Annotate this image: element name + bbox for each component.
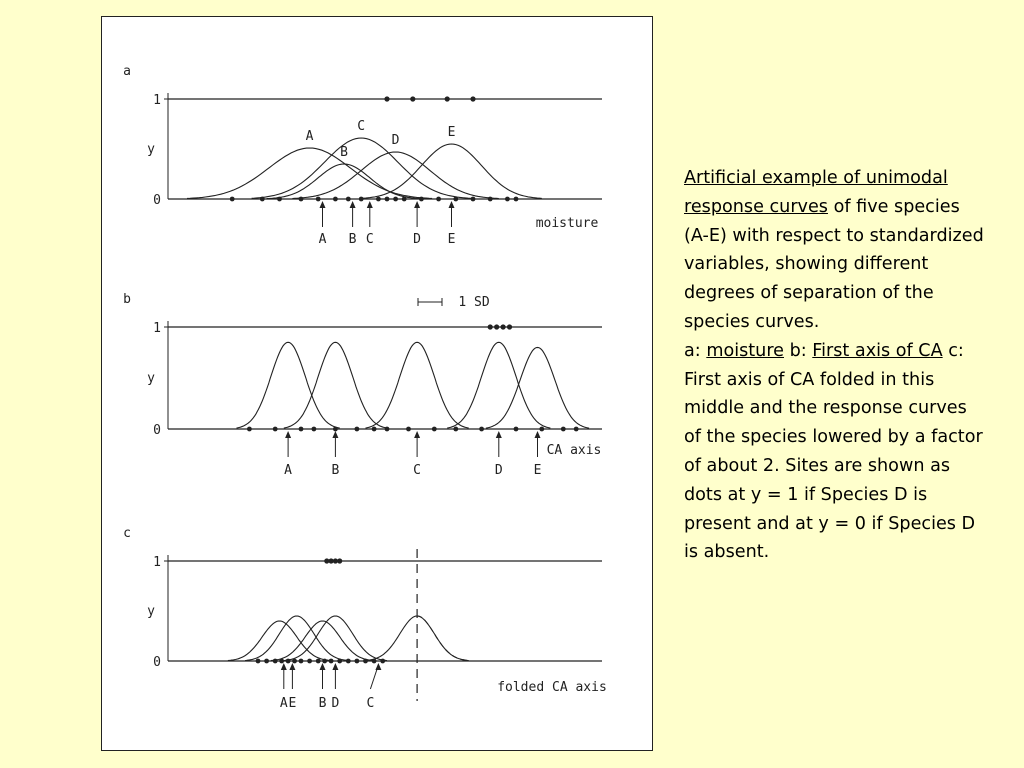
site-dot-absent <box>505 197 510 202</box>
arrow-head-b <box>350 201 356 208</box>
curve-label-a: A <box>305 129 314 144</box>
axis-label: folded CA axis <box>497 680 607 695</box>
arrow-label-e: E <box>447 232 456 247</box>
scale-bar-label: 1 SD <box>458 295 490 310</box>
arrow-label-a: A <box>279 696 288 711</box>
site-dot-absent <box>299 427 304 432</box>
site-dot-absent <box>574 427 579 432</box>
site-dot-present <box>410 96 415 101</box>
y-axis-label: y <box>147 604 155 619</box>
arrow-head-b <box>332 431 338 438</box>
caption-a-term: moisture <box>706 340 784 361</box>
site-dot-absent <box>385 197 390 202</box>
arrow-head-c <box>414 431 420 438</box>
arrow-head-a <box>281 663 287 670</box>
site-dot-absent <box>355 427 360 432</box>
arrow-head-e <box>449 201 455 208</box>
tick-label-0: 0 <box>153 193 161 208</box>
caption-b-prefix: b: <box>789 340 807 361</box>
curve-label-d: D <box>391 133 400 148</box>
site-dot-absent <box>273 427 278 432</box>
response-curve-d <box>447 342 550 428</box>
site-dot-absent <box>359 197 364 202</box>
arrow-label-b: B <box>348 232 357 247</box>
site-dot-absent <box>247 427 252 432</box>
site-dot-absent <box>346 197 351 202</box>
axis-label: CA axis <box>546 443 602 458</box>
site-dot-absent <box>372 427 377 432</box>
site-dot-absent <box>406 427 411 432</box>
curve-label-b: B <box>340 145 348 160</box>
site-dot-present <box>384 96 389 101</box>
response-curve-c <box>366 616 469 661</box>
site-dot-absent <box>419 197 424 202</box>
site-dot-absent <box>337 659 342 664</box>
site-dot-absent <box>372 659 377 664</box>
arrow-label-c: C <box>366 696 375 711</box>
site-dot-absent <box>453 427 458 432</box>
panel-label: b <box>123 292 131 307</box>
site-dot-absent <box>333 197 338 202</box>
response-curve-c <box>366 342 469 428</box>
site-dot-absent <box>277 197 282 202</box>
site-dot-absent <box>307 659 312 664</box>
response-curve-b <box>267 164 422 199</box>
panel-label: c <box>123 526 131 541</box>
site-dot-present <box>337 558 342 563</box>
site-dot-absent <box>329 659 334 664</box>
response-curve-e <box>486 347 589 428</box>
site-dot-absent <box>322 659 327 664</box>
curve-label-c: C <box>357 119 366 134</box>
caption-title: Artificial example of unimodal response curves <box>684 168 948 217</box>
caption-c-text: c: First axis of CA folded in this middle and the response curves of the species lowered by a factor of about 2. Sites are shown as dots at y = 1 if Species D is present and at y = 0 if Species D is absent. <box>684 340 983 563</box>
site-dot-present <box>507 324 512 329</box>
response-curve-a <box>228 621 331 661</box>
site-dot-absent <box>292 659 297 664</box>
site-dot-absent <box>453 197 458 202</box>
tick-label-0: 0 <box>153 423 161 438</box>
figure-panel <box>101 16 653 751</box>
arrow-label-d: D <box>331 696 340 711</box>
site-dot-absent <box>479 427 484 432</box>
site-dot-present <box>501 324 506 329</box>
site-dot-present <box>470 96 475 101</box>
arrow-head-d <box>496 431 502 438</box>
site-dot-absent <box>432 427 437 432</box>
tick-label-1: 1 <box>153 321 161 336</box>
response-curve-c <box>252 138 471 198</box>
arrow-head-e <box>535 431 541 438</box>
response-curve-a <box>187 148 432 198</box>
site-dot-absent <box>514 197 519 202</box>
panel-b <box>123 292 602 478</box>
y-axis-label: y <box>147 371 155 386</box>
site-dot-absent <box>393 197 398 202</box>
site-dot-absent <box>471 197 476 202</box>
arrow-head-d <box>414 201 420 208</box>
curve-label-e: E <box>447 125 456 140</box>
site-dot-absent <box>380 659 385 664</box>
site-dot-absent <box>316 659 321 664</box>
arrow-label-b: B <box>331 463 340 478</box>
arrow-head-a <box>320 201 326 208</box>
site-dot-present <box>494 324 499 329</box>
site-dot-absent <box>230 197 235 202</box>
site-dot-absent <box>355 659 360 664</box>
caption <box>684 164 984 567</box>
caption-b-term: First axis of CA <box>812 340 943 361</box>
arrow-head-b <box>320 663 326 670</box>
site-dot-absent <box>312 427 317 432</box>
site-dot-absent <box>316 197 321 202</box>
site-dot-absent <box>264 659 269 664</box>
panel-c <box>123 526 607 711</box>
tick-label-1: 1 <box>153 93 161 108</box>
axis-label: moisture <box>535 216 599 231</box>
site-dot-absent <box>346 659 351 664</box>
arrow-head-a <box>285 431 291 438</box>
site-dot-absent <box>436 197 441 202</box>
site-dot-absent <box>385 427 390 432</box>
site-dot-absent <box>299 197 304 202</box>
site-dot-absent <box>539 427 544 432</box>
site-dot-absent <box>273 659 278 664</box>
site-dot-absent <box>333 427 338 432</box>
site-dot-absent <box>256 659 261 664</box>
arrow-label-c: C <box>413 463 422 478</box>
arrow-head-c <box>367 201 373 208</box>
site-dot-absent <box>376 197 381 202</box>
response-curve-b <box>284 342 387 428</box>
site-dot-absent <box>488 197 493 202</box>
panel-label: a <box>123 64 131 79</box>
arrow-label-a: A <box>318 232 327 247</box>
site-dot-present <box>488 324 493 329</box>
response-curves-figure <box>102 17 654 752</box>
arrow-head-e <box>289 663 295 670</box>
arrow-label-e: E <box>288 696 297 711</box>
y-axis-label: y <box>147 142 155 157</box>
arrow-head-d <box>332 663 338 670</box>
site-dot-absent <box>299 659 304 664</box>
arrow-label-e: E <box>533 463 542 478</box>
site-dot-absent <box>402 197 407 202</box>
tick-label-1: 1 <box>153 555 161 570</box>
tick-label-0: 0 <box>153 655 161 670</box>
arrow-label-d: D <box>413 232 422 247</box>
site-dot-absent <box>286 659 291 664</box>
site-dot-absent <box>279 659 284 664</box>
caption-a-prefix: a: <box>684 340 701 361</box>
response-curve-d <box>292 152 498 199</box>
site-dot-absent <box>260 197 265 202</box>
site-dot-absent <box>363 659 368 664</box>
response-curve-d <box>284 616 387 661</box>
panel-a <box>123 64 602 247</box>
arrow-head-c <box>375 663 381 670</box>
site-dot-absent <box>561 427 566 432</box>
site-dot-present <box>445 96 450 101</box>
arrow-label-a: A <box>284 463 293 478</box>
arrow-label-b: B <box>318 696 327 711</box>
caption-intro: of five species (A-E) with respect to standardized variables, showing different degrees of separation of the species curves. <box>684 196 984 332</box>
arrow-label-c: C <box>365 232 374 247</box>
site-dot-absent <box>514 427 519 432</box>
response-curve-a <box>237 342 340 428</box>
folded-tail-curve <box>417 616 469 661</box>
arrow-label-d: D <box>494 463 503 478</box>
